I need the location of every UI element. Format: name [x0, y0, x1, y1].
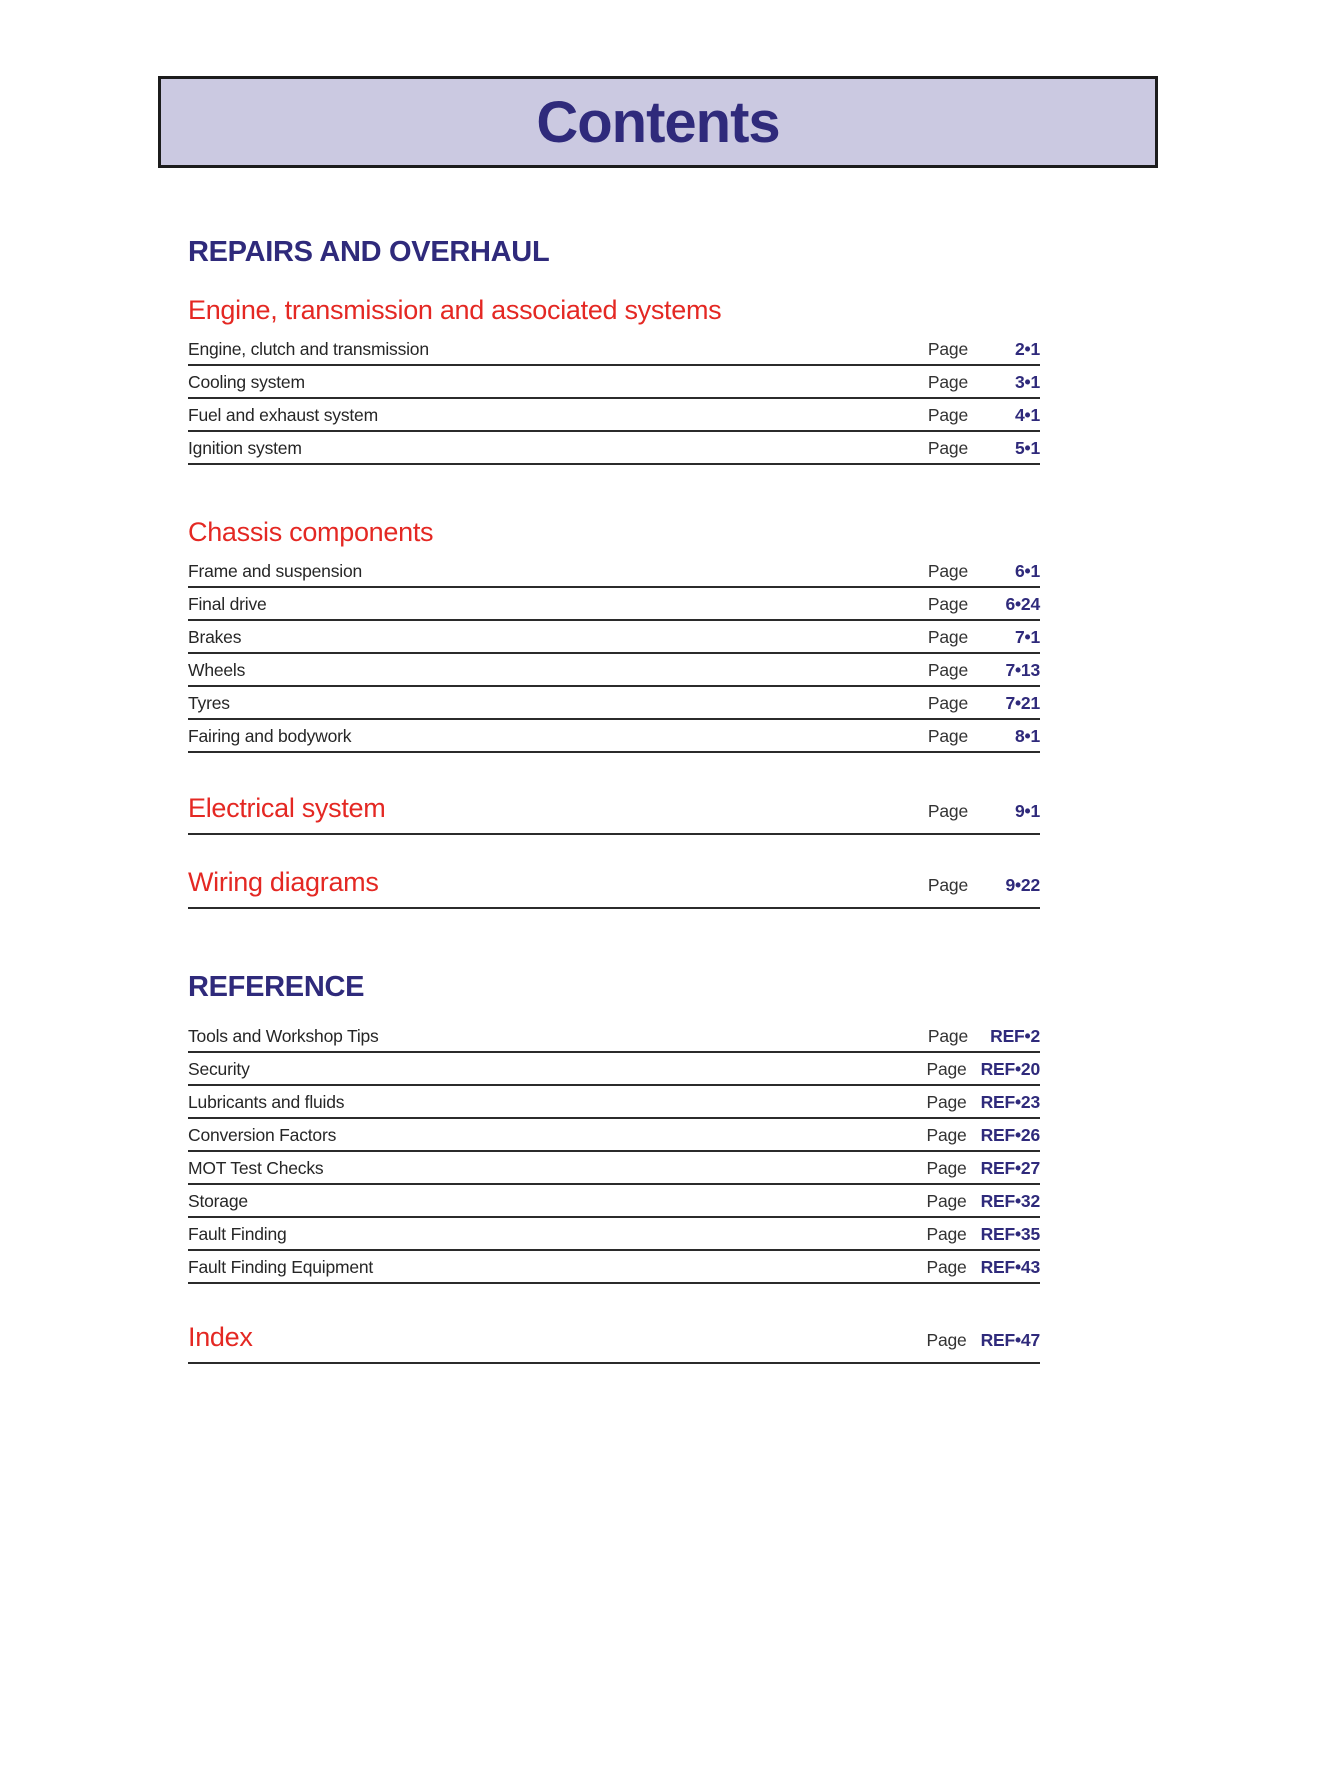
toc-row [188, 720, 1040, 753]
page-number: REF•2 [990, 1026, 1040, 1046]
page-label: Page [927, 594, 968, 614]
toc-item-label: Fuel and exhaust system [188, 405, 378, 425]
page-number: 6•1 [1015, 561, 1040, 581]
toc-row [188, 654, 1040, 687]
page-number: REF•26 [980, 1125, 1040, 1145]
group-title-electrical: Electrical system [188, 793, 386, 823]
toc-row [188, 1119, 1040, 1152]
contents-header [158, 76, 1158, 168]
page-label: Page [927, 561, 968, 581]
page-number: 5•1 [1015, 438, 1040, 458]
page-cluster [927, 1330, 1040, 1351]
page-cluster [928, 1026, 1040, 1047]
toc-item-label: Final drive [188, 594, 267, 614]
page-label: Page [927, 627, 968, 647]
page-label: Page [927, 339, 968, 359]
toc-row [188, 1086, 1040, 1119]
page-number: 7•1 [1015, 627, 1040, 647]
toc-row [188, 366, 1040, 399]
page-cluster [928, 594, 1040, 615]
page-cluster [927, 1092, 1040, 1113]
toc-item-label: Ignition system [188, 438, 302, 458]
toc-item-label: Cooling system [188, 372, 305, 392]
section-row-electrical [188, 793, 1040, 835]
page-label: Page [927, 693, 968, 713]
toc-item-label: Fairing and bodywork [188, 726, 352, 746]
page-cluster [928, 405, 1040, 426]
page-label: Page [927, 405, 968, 425]
page-label: Page [926, 1330, 967, 1350]
contents-page [0, 76, 1336, 1783]
toc-row [188, 1020, 1040, 1053]
page-number: REF•43 [980, 1257, 1040, 1277]
group-title-chassis: Chassis components [188, 517, 434, 547]
page-label: Page [926, 1125, 967, 1145]
page-cluster [927, 1257, 1040, 1278]
page-number: REF•23 [980, 1092, 1040, 1112]
page-number: 9•22 [1005, 875, 1040, 895]
toc-row [188, 555, 1040, 588]
page-cluster [928, 726, 1040, 747]
toc-row [188, 1218, 1040, 1251]
section-row-wiring [188, 867, 1040, 909]
page-cluster [927, 1125, 1040, 1146]
toc-item-label: Engine, clutch and transmission [188, 339, 429, 359]
page-label: Page [927, 875, 968, 895]
toc-item-label: Storage [188, 1191, 248, 1211]
toc-item-label: MOT Test Checks [188, 1158, 324, 1178]
toc-item-label: Security [188, 1059, 250, 1079]
page-label: Page [926, 1191, 967, 1211]
page-cluster [928, 561, 1040, 582]
page-label: Page [927, 438, 968, 458]
group-title-engine: Engine, transmission and associated systems [188, 295, 722, 325]
page-cluster [927, 1059, 1040, 1080]
page-number: 9•1 [1015, 801, 1040, 821]
page-number: 7•21 [1005, 693, 1040, 713]
toc-row [188, 621, 1040, 654]
page-number: 3•1 [1015, 372, 1040, 392]
page-number: 4•1 [1015, 405, 1040, 425]
page-number: REF•47 [980, 1330, 1040, 1350]
page-cluster [928, 801, 1040, 822]
toc-row [188, 1251, 1040, 1284]
page-cluster [927, 1158, 1040, 1179]
page-number: 6•24 [1005, 594, 1040, 614]
page-label: Page [926, 1092, 967, 1112]
page-number: 2•1 [1015, 339, 1040, 359]
page-cluster [927, 1191, 1040, 1212]
page-number: 8•1 [1015, 726, 1040, 746]
toc-item-label: Wheels [188, 660, 246, 680]
toc-item-label: Frame and suspension [188, 561, 363, 581]
toc-item-label: Fault Finding [188, 1224, 287, 1244]
toc-item-label: Conversion Factors [188, 1125, 337, 1145]
reference-heading: REFERENCE [188, 971, 365, 1003]
toc-row [188, 687, 1040, 720]
repairs-heading: REPAIRS AND OVERHAUL [188, 236, 550, 268]
toc-item-label: Lubricants and fluids [188, 1092, 345, 1112]
reference-rows [188, 1020, 1040, 1284]
page-cluster [928, 693, 1040, 714]
page-cluster [927, 1224, 1040, 1245]
toc-item-label: Fault Finding Equipment [188, 1257, 374, 1277]
page-label: Page [927, 372, 968, 392]
page-label: Page [927, 660, 968, 680]
page-number: REF•20 [980, 1059, 1040, 1079]
toc-row [188, 432, 1040, 465]
page-number: REF•35 [980, 1224, 1040, 1244]
chassis-group-rows [188, 555, 1040, 753]
page-cluster [928, 372, 1040, 393]
toc-row [188, 1053, 1040, 1086]
page-label: Page [927, 726, 968, 746]
page-title: Contents [536, 89, 780, 155]
page-label: Page [926, 1059, 967, 1079]
page-label: Page [926, 1158, 967, 1178]
toc-row [188, 1152, 1040, 1185]
engine-group-rows [188, 333, 1040, 465]
page-label: Page [927, 1026, 968, 1046]
toc-row [188, 399, 1040, 432]
page-cluster [928, 438, 1040, 459]
page-label: Page [926, 1224, 967, 1244]
toc-row [188, 333, 1040, 366]
contents-body [188, 236, 1040, 1364]
page-cluster [928, 660, 1040, 681]
group-title-index: Index [188, 1322, 253, 1352]
toc-item-label: Brakes [188, 627, 242, 647]
toc-row [188, 588, 1040, 621]
page-cluster [928, 627, 1040, 648]
page-number: REF•27 [980, 1158, 1040, 1178]
group-title-wiring: Wiring diagrams [188, 867, 379, 897]
toc-row [188, 1185, 1040, 1218]
page-label: Page [927, 801, 968, 821]
page-cluster [928, 339, 1040, 360]
page-label: Page [926, 1257, 967, 1277]
toc-item-label: Tools and Workshop Tips [188, 1026, 379, 1046]
page-number: 7•13 [1005, 660, 1040, 680]
page-cluster [928, 875, 1040, 896]
page-number: REF•32 [980, 1191, 1040, 1211]
toc-item-label: Tyres [188, 693, 230, 713]
section-row-index [188, 1322, 1040, 1364]
